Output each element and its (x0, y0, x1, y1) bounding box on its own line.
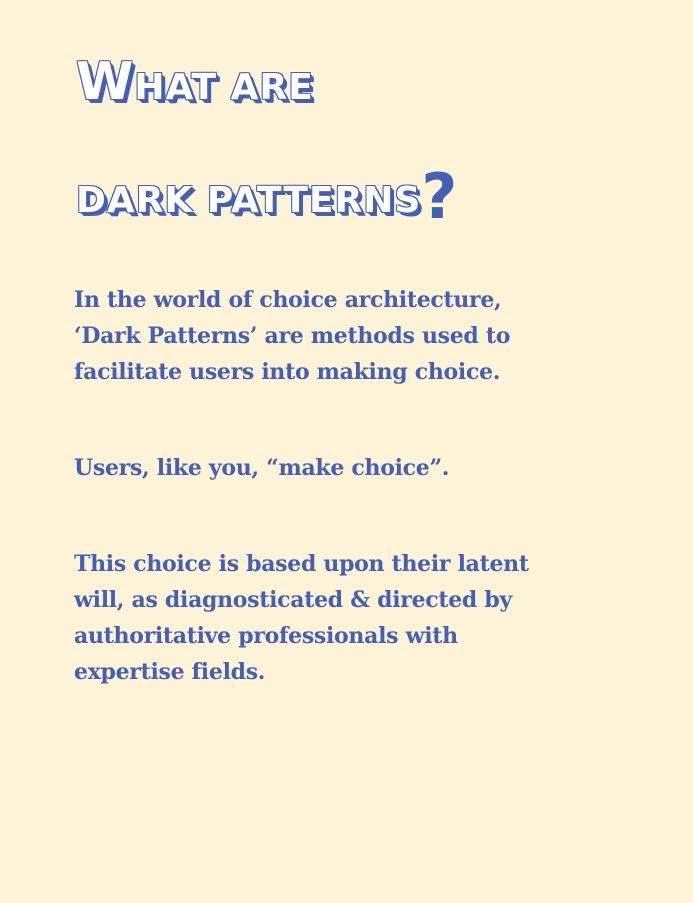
page-title-line-2 (76, 160, 458, 233)
title-drop-cap: W (76, 52, 135, 112)
title-line-1-text: HAT ARE (134, 67, 314, 108)
paragraph-latent-will: This choice is based upon their latent will, as diagnosticated & directed by authoritative professionals with expertise fields. (74, 551, 529, 685)
paragraph-definition: In the world of choice architecture, ‘Dark Patterns’ are methods used to facilitate users into making choice. (74, 287, 511, 385)
page-title-line-1 (76, 52, 314, 112)
paragraph-users: Users, like you, “make choice”. (74, 455, 450, 481)
question-mark-glyph: ? (421, 160, 459, 233)
title-line-2-text: DARK PATTERNS (76, 180, 422, 221)
